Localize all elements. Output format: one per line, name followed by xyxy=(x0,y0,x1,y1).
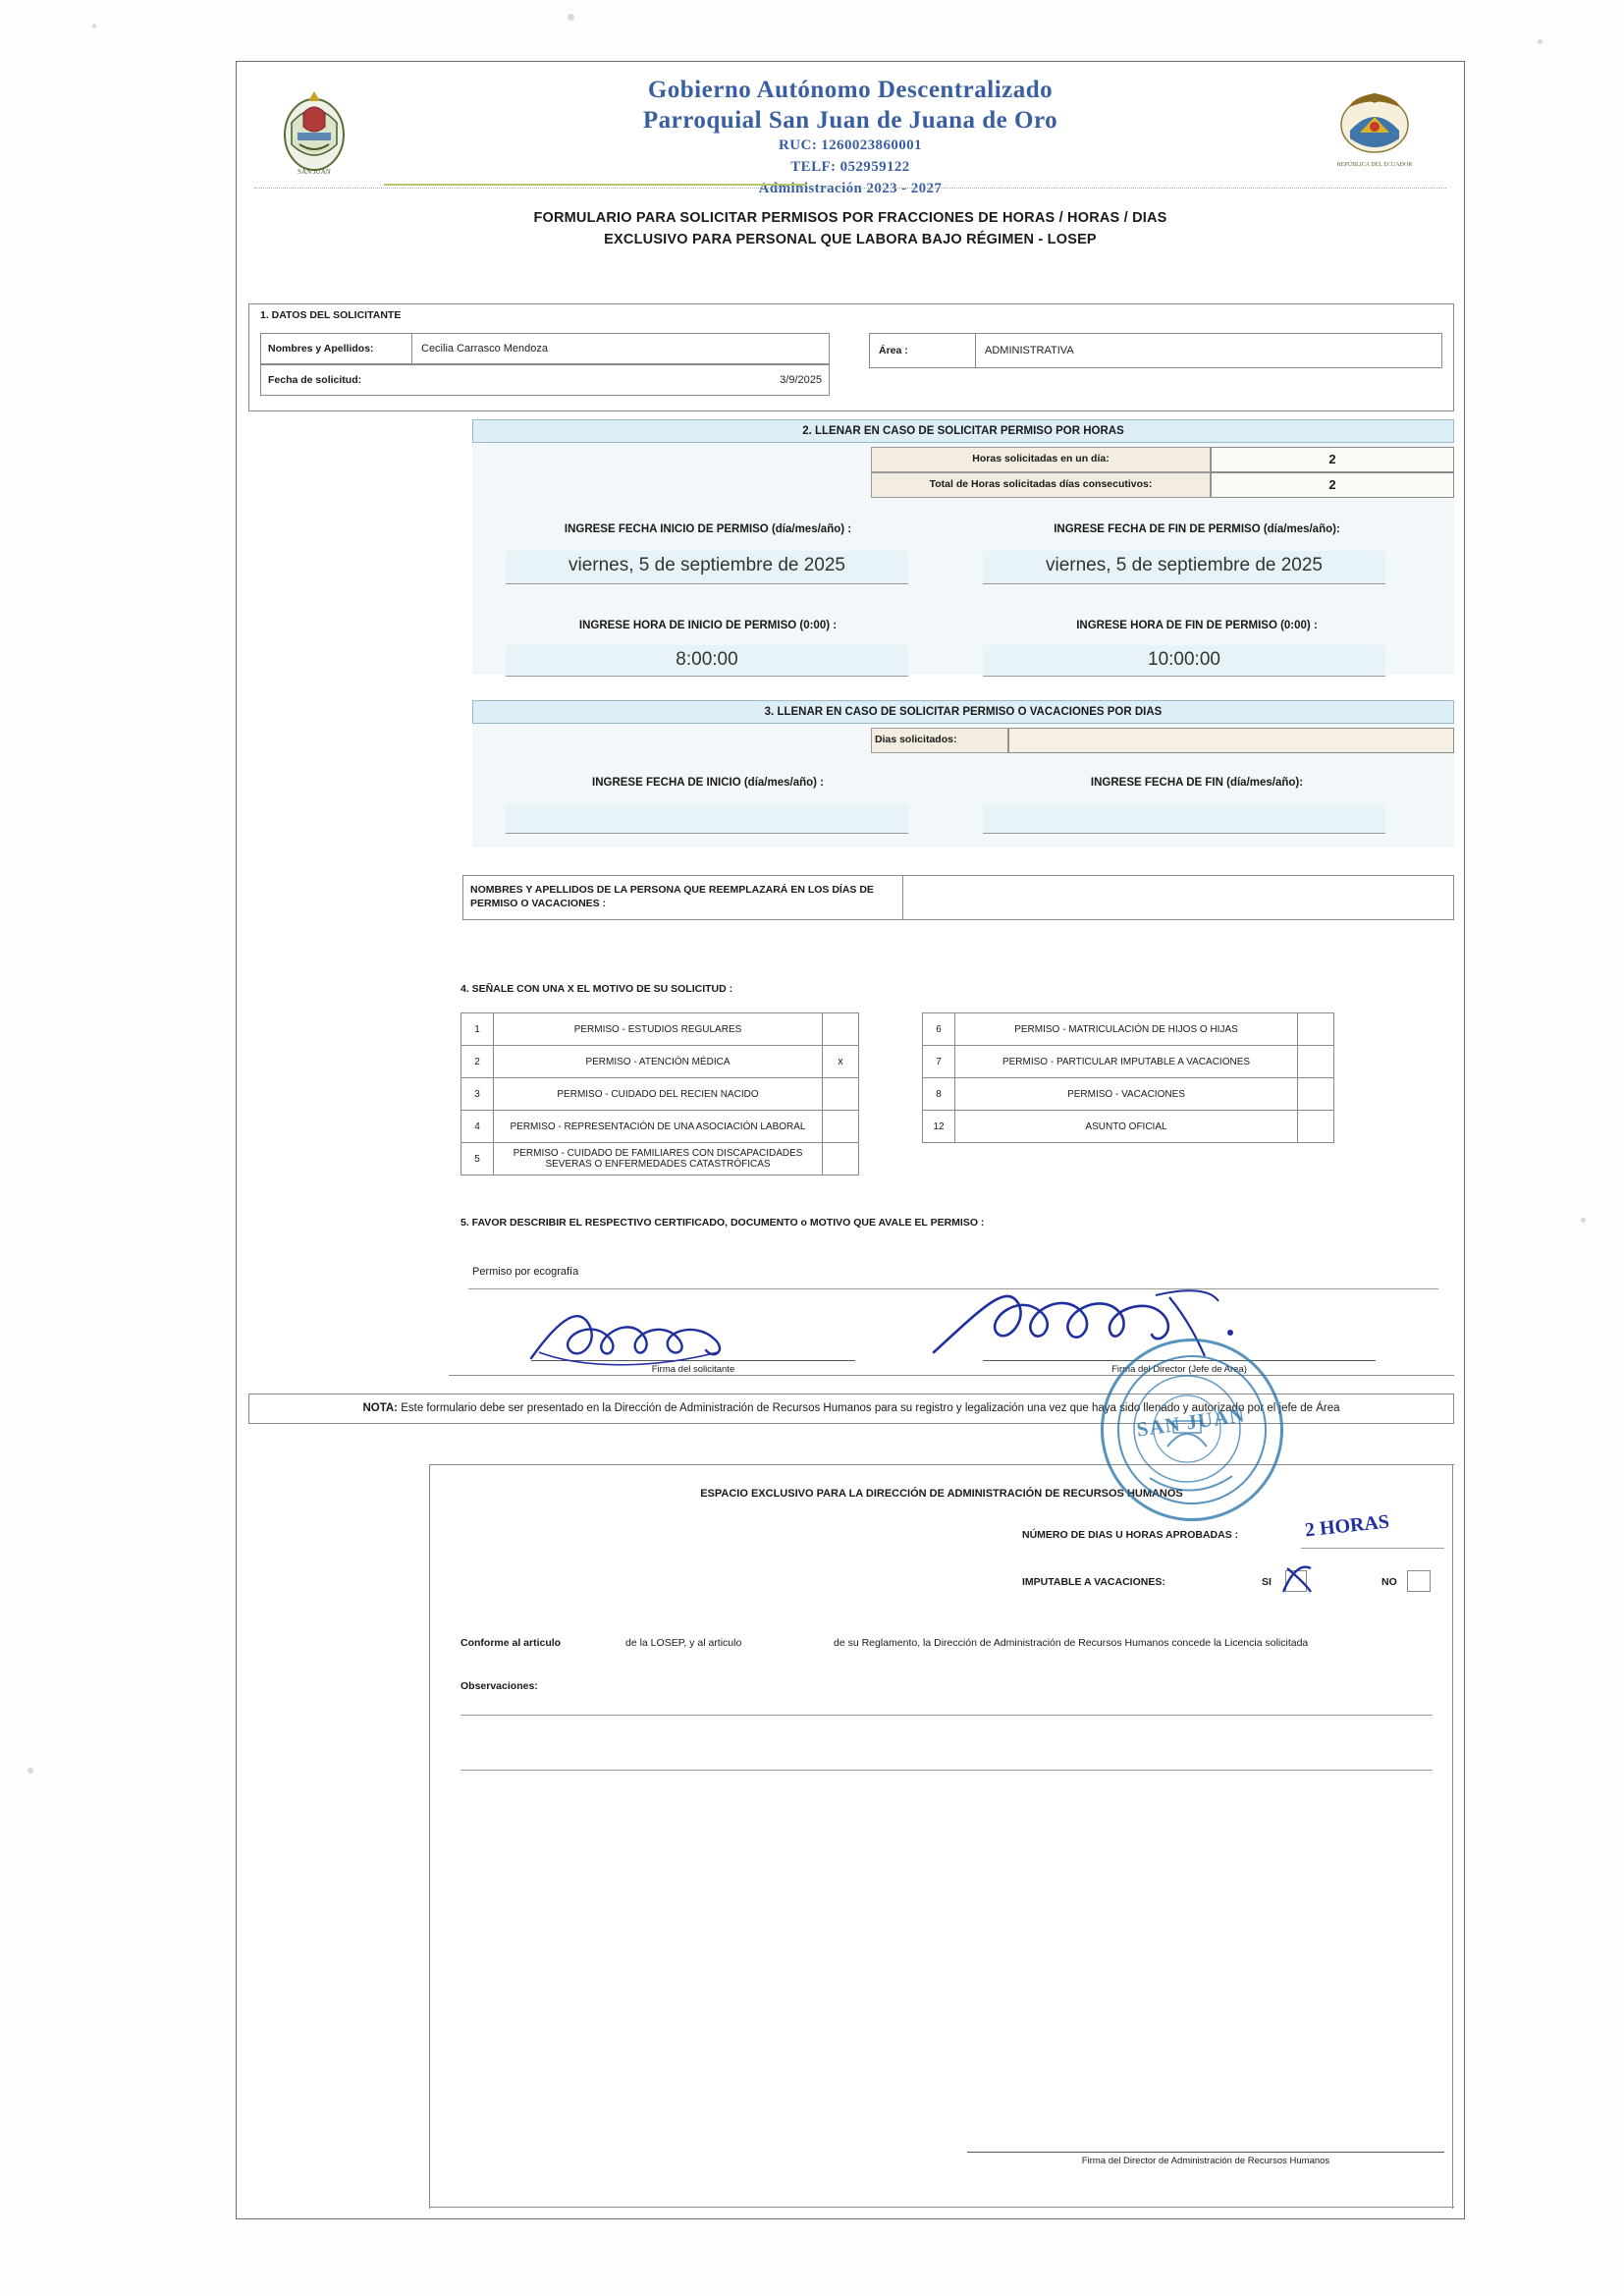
header-line2: Parroquial San Juan de Juana de Oro xyxy=(642,106,1058,134)
observations-label: Observaciones: xyxy=(460,1680,538,1692)
motivo-row[interactable] xyxy=(923,1111,1334,1143)
motivo-number: 12 xyxy=(923,1111,955,1143)
hours-day-label: Horas solicitadas en un día: xyxy=(972,453,1110,465)
request-date-label: Fecha de solicitud: xyxy=(268,374,362,386)
motivo-label: PERMISO - REPRESENTACIÓN DE UNA ASOCIACIÓN LABORAL xyxy=(494,1111,823,1143)
area-label: Área : xyxy=(879,345,908,356)
approved-days-value: 2 HORAS xyxy=(1304,1510,1390,1542)
section-1-heading: 1. DATOS DEL SOLICITANTE xyxy=(260,309,402,321)
scan-speck xyxy=(568,14,574,21)
motivo-checkbox[interactable] xyxy=(1298,1046,1334,1078)
replacement-input[interactable] xyxy=(902,875,1454,920)
motivo-label: PERMISO - CUIDADO DE FAMILIARES CON DISCAPACIDADES SEVERAS O ENFERMEDADES CATASTRÓFICAS xyxy=(494,1143,823,1175)
motivos-right-table-wrap xyxy=(922,1012,1334,1143)
motivo-number: 5 xyxy=(461,1143,494,1175)
rrhh-left-rule xyxy=(429,1464,431,2209)
si-checkbox[interactable] xyxy=(1285,1570,1307,1592)
form-title-line2: EXCLUSIVO PARA PERSONAL QUE LABORA BAJO RÉGIMEN - LOSEP xyxy=(604,232,1097,248)
motivo-label: PERMISO - CUIDADO DEL RECIEN NACIDO xyxy=(494,1078,823,1111)
start-date-label: INGRESE FECHA INICIO DE PERMISO (día/mes/año) : xyxy=(564,523,852,535)
header-divider-green xyxy=(384,184,806,186)
motivo-number: 8 xyxy=(923,1078,955,1111)
replacement-label: NOMBRES Y APELLIDOS DE LA PERSONA QUE REEMPLAZARÁ EN LOS DÍAS DE PERMISO O VACACIONES : xyxy=(470,884,874,910)
crest-caption: REPÚBLICA DEL ECUADOR xyxy=(1336,162,1413,168)
motivo-row[interactable] xyxy=(461,1013,859,1046)
start-time-value: 8:00:00 xyxy=(676,649,738,670)
days-start-input[interactable] xyxy=(506,804,908,834)
hours-total-label: Total de Horas solicitadas días consecutivos: xyxy=(929,478,1153,490)
hours-total-value: 2 xyxy=(1328,477,1336,492)
name-value: Cecilia Carrasco Mendoza xyxy=(421,343,548,355)
section-5-heading: 5. FAVOR DESCRIBIR EL RESPECTIVO CERTIFICADO, DOCUMENTO o MOTIVO QUE AVALE EL PERMISO : xyxy=(460,1217,985,1229)
motivo-label: PERMISO - ATENCIÓN MÉDICA xyxy=(494,1046,823,1078)
form-title-line1: FORMULARIO PARA SOLICITAR PERMISOS POR FRACCIONES DE HORAS / HORAS / DIAS xyxy=(533,210,1167,226)
si-label: SI xyxy=(1262,1576,1272,1588)
motivo-label: ASUNTO OFICIAL xyxy=(955,1111,1298,1143)
section-2-heading: 2. LLENAR EN CASO DE SOLICITAR PERMISO POR HORAS xyxy=(472,419,1454,443)
end-date-label: INGRESE FECHA DE FIN DE PERMISO (día/mes/año): xyxy=(1054,523,1340,535)
end-time-label: INGRESE HORA DE FIN DE PERMISO (0:00) : xyxy=(1076,620,1318,631)
stamp-center-text: SAN JUAN xyxy=(1135,1402,1247,1442)
motivo-number: 1 xyxy=(461,1013,494,1046)
page-title xyxy=(237,207,1464,251)
scan-speck xyxy=(27,1768,33,1774)
motivo-checkbox[interactable]: x xyxy=(823,1046,859,1078)
rrhh-bottom-rule xyxy=(429,2207,1454,2209)
article-text-2: de la LOSEP, y al articulo xyxy=(625,1637,742,1649)
motivo-row[interactable] xyxy=(923,1013,1334,1046)
name-label: Nombres y Apellidos: xyxy=(268,343,374,355)
motivo-row[interactable] xyxy=(923,1046,1334,1078)
days-cell[interactable] xyxy=(1008,728,1454,753)
scan-speck xyxy=(1581,1218,1586,1223)
approved-days-label: NÚMERO DE DIAS U HORAS APROBADAS : xyxy=(1022,1529,1239,1541)
description-value: Permiso por ecografía xyxy=(472,1266,579,1278)
motivo-row[interactable] xyxy=(923,1078,1334,1111)
motivo-row[interactable] xyxy=(461,1111,859,1143)
motivo-number: 6 xyxy=(923,1013,955,1046)
applicant-signature-line xyxy=(531,1360,855,1361)
days-start-label: INGRESE FECHA DE INICIO (día/mes/año) : xyxy=(592,777,824,789)
motivo-checkbox[interactable] xyxy=(1298,1013,1334,1046)
days-end-input[interactable] xyxy=(983,804,1385,834)
request-date-value[interactable]: 3/9/2025 xyxy=(780,374,822,386)
motivo-checkbox[interactable] xyxy=(823,1111,859,1143)
observations-line-1[interactable] xyxy=(460,1714,1433,1716)
days-end-label: INGRESE FECHA DE FIN (día/mes/año): xyxy=(1090,777,1304,789)
hours-day-value: 2 xyxy=(1328,452,1336,466)
applicant-signature-label: Firma del solicitante xyxy=(651,1364,735,1375)
approved-days-input[interactable] xyxy=(1301,1527,1444,1549)
motivo-number: 2 xyxy=(461,1046,494,1078)
scan-speck xyxy=(1538,39,1543,44)
section-4-heading: 4. SEÑALE CON UNA X EL MOTIVO DE SU SOLICITUD : xyxy=(460,983,733,995)
director-signature-label: Firma del Director (Jefe de Area) xyxy=(1111,1364,1247,1375)
header-ruc: RUC: 1260023860001 xyxy=(779,137,922,153)
rrhh-heading: ESPACIO EXCLUSIVO PARA LA DIRECCIÓN DE ADMINISTRACIÓN DE RECURSOS HUMANOS xyxy=(700,1488,1183,1500)
motivo-checkbox[interactable] xyxy=(1298,1078,1334,1111)
motivo-number: 4 xyxy=(461,1111,494,1143)
motivos-left-table xyxy=(460,1012,859,1175)
no-label: NO xyxy=(1381,1576,1397,1588)
motivo-checkbox[interactable] xyxy=(823,1078,859,1111)
start-time-label: INGRESE HORA DE INICIO DE PERMISO (0:00) : xyxy=(578,620,838,631)
motivo-label: PERMISO - MATRICULACIÓN DE HIJOS O HIJAS xyxy=(955,1013,1298,1046)
motivo-label: PERMISO - PARTICULAR IMPUTABLE A VACACIONES xyxy=(955,1046,1298,1078)
nota-prefix: NOTA: xyxy=(362,1402,399,1414)
scan-speck xyxy=(92,24,96,28)
header-text-block xyxy=(237,62,1464,199)
ecuador-coat-of-arms-icon xyxy=(1330,87,1419,172)
municipal-coat-of-arms-icon xyxy=(276,83,352,178)
header-telf: TELF: 052959122 xyxy=(790,158,910,175)
rrhh-top-rule xyxy=(429,1464,1454,1466)
nota-text: Este formulario debe ser presentado en la Dirección de Administración de Recursos Humanos para su registro y legalización una vez que haya sido llenado y autorizado por el jefe de Área xyxy=(401,1402,1340,1414)
motivo-row[interactable] xyxy=(461,1078,859,1111)
start-date-value: viernes, 5 de septiembre de 2025 xyxy=(568,555,845,575)
document-header xyxy=(237,62,1464,199)
motivo-checkbox[interactable] xyxy=(1298,1111,1334,1143)
motivo-row[interactable] xyxy=(461,1143,859,1175)
motivo-number: 3 xyxy=(461,1078,494,1111)
section-5-area xyxy=(449,1236,1454,1376)
article-text-1: Conforme al articulo xyxy=(460,1637,562,1649)
motivo-checkbox[interactable] xyxy=(823,1013,859,1046)
form-page xyxy=(236,61,1465,2219)
area-value: ADMINISTRATIVA xyxy=(985,345,1074,356)
section-3-heading: 3. LLENAR EN CASO DE SOLICITAR PERMISO O VACACIONES POR DIAS xyxy=(472,700,1454,724)
motivo-label: PERMISO - VACACIONES xyxy=(955,1078,1298,1111)
stamp-ornament-icon xyxy=(1089,1331,1285,1527)
no-checkbox[interactable] xyxy=(1407,1570,1431,1592)
rrhh-signature-label: Firma del Director de Administración de Recursos Humanos xyxy=(1081,2156,1330,2166)
description-input[interactable] xyxy=(468,1268,1438,1289)
rrhh-right-rule xyxy=(1452,1464,1454,2209)
header-divider-dotted xyxy=(254,188,1446,189)
header-admin: Administración 2023 - 2027 xyxy=(758,180,943,196)
end-date-value: viernes, 5 de septiembre de 2025 xyxy=(1045,555,1323,575)
header-line1: Gobierno Autónomo Descentralizado xyxy=(647,77,1054,103)
motivo-row[interactable] xyxy=(461,1046,859,1078)
motivo-label: PERMISO - ESTUDIOS REGULARES xyxy=(494,1013,823,1046)
article-text-3: de su Reglamento, la Dirección de Administración de Recursos Humanos concede la Licencia solicitada xyxy=(834,1637,1309,1649)
svg-text:SAN JUAN: SAN JUAN xyxy=(298,168,331,176)
motivos-right-table xyxy=(922,1012,1334,1143)
observations-line-2[interactable] xyxy=(460,1769,1433,1771)
end-time-value: 10:00:00 xyxy=(1148,649,1220,670)
motivo-checkbox[interactable] xyxy=(823,1143,859,1175)
imputable-label: IMPUTABLE A VACACIONES: xyxy=(1022,1576,1165,1588)
motivos-left-table-wrap xyxy=(460,1012,859,1175)
motivo-number: 7 xyxy=(923,1046,955,1078)
rrhh-signature-line xyxy=(967,2152,1444,2153)
days-label: Dias solicitados: xyxy=(875,734,957,745)
